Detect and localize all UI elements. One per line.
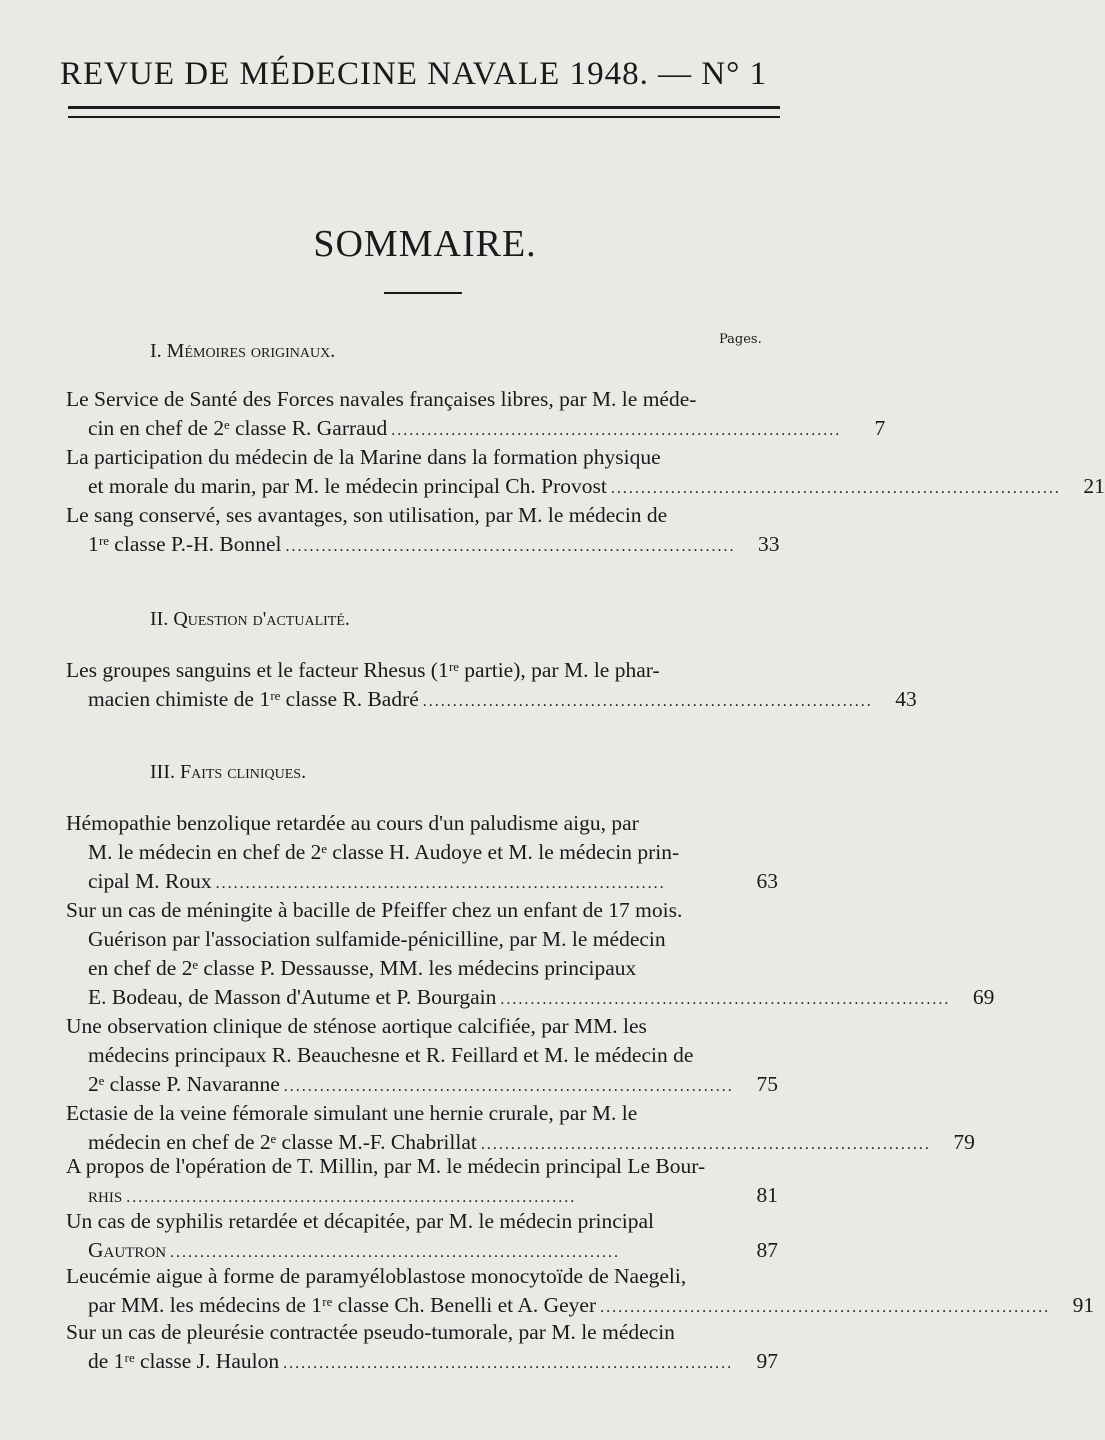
leader-dots: ........................................................................... [283,1078,734,1095]
entry-line: Leucémie aigue à forme de paramyéloblastose monocytoïde de Naegeli, [66,1264,687,1288]
entry-last-line [66,1347,778,1376]
entry-line: Ectasie de la veine fémorale simulant une hernie crurale, par M. le [66,1101,638,1125]
toc-entry [66,656,917,714]
entry-last-line [66,1181,778,1210]
section-heading-2: II. Question d'actualité. [150,608,350,630]
entry-last-text: par MM. les médecins de 1ʳᵉ classe Ch. Benelli et A. Geyer [88,1293,597,1317]
entry-last-line [66,983,995,1012]
header-rule-top [68,106,780,109]
leader-dots: ........................................................................... [480,1136,931,1153]
entry-last-line [66,685,917,714]
entry-last-text: E. Bodeau, de Masson d'Autume et P. Bourgain [88,985,497,1009]
entry-line: en chef de 2ᵉ classe P. Dessausse, MM. les médecins principaux [88,956,637,980]
entry-last-line [66,867,778,896]
toc-entry [66,1207,778,1265]
entry-last-text: et morale du marin, par M. le médecin principal Ch. Provost [88,474,607,498]
toc-entry [66,1099,975,1157]
section-heading-3: III. Faits cliniques. [150,761,307,783]
entry-last-text: rhis [88,1183,123,1207]
toc-entry [66,809,778,896]
page-number: 43 [895,687,917,711]
entry-last-line [66,1291,1095,1320]
page-number: 97 [756,1349,778,1373]
toc-entry [66,385,886,443]
leader-dots: ........................................................................... [422,693,873,710]
entry-line: Le sang conservé, ses avantages, son utilisation, par M. le médecin de [66,503,668,527]
leader-dots: ........................................................................... [285,538,736,555]
page-number: 33 [758,532,780,556]
leader-dots: ........................................................................... [215,875,666,892]
leader-dots: ........................................................................... [126,1189,577,1206]
leader-dots: ........................................................................... [283,1355,734,1372]
leader-dots: ........................................................................... [600,1299,1051,1316]
entry-last-line [66,472,1105,501]
entry-last-text: 2ᵉ classe P. Navaranne [88,1072,280,1096]
leader-dots: ........................................................................... [610,480,1061,497]
running-head: REVUE DE MÉDECINE NAVALE 1948. — N° 1 [60,56,768,92]
toc-entry [66,501,778,559]
leader-dots: ........................................................................... [500,991,951,1008]
toc-entry [66,1012,778,1099]
entry-last-text: médecin en chef de 2ᵉ classe M.-F. Chabrillat [88,1130,477,1154]
toc-entry [66,896,995,1012]
entry-last-line [66,414,886,443]
entry-last-line [66,1070,778,1099]
page-number: 91 [1072,1293,1095,1317]
entry-last-text: 1ʳᵉ classe P.-H. Bonnel [88,532,282,556]
header-rule-bottom [68,116,780,118]
page-number: 81 [756,1183,778,1207]
page-number: 75 [756,1072,778,1096]
entry-line: La participation du médecin de la Marine dans la formation physique [66,445,661,469]
page-number: 7 [874,416,886,440]
entry-last-text: cin en chef de 2ᵉ classe R. Garraud [88,416,388,440]
page-number: 87 [756,1238,778,1262]
entry-line: A propos de l'opération de T. Millin, par M. le médecin principal Le Bour- [66,1154,706,1178]
title-rule [384,292,462,294]
entry-last-text: macien chimiste de 1ʳᵉ classe R. Badré [88,687,419,711]
entry-last-line [66,1236,778,1265]
entry-last-text: Gautron [88,1238,167,1262]
entry-last-text: cipal M. Roux [88,869,212,893]
toc-entry [66,1262,1095,1320]
page-number: 69 [972,985,995,1009]
page-number: 79 [953,1130,975,1154]
entry-last-line [66,530,778,559]
leader-dots: ........................................................................... [391,422,842,439]
page-title: SOMMAIRE. [313,223,537,265]
entry-line: Sur un cas de pleurésie contractée pseudo-tumorale, par M. le médecin [66,1320,675,1344]
entry-line: Hémopathie benzolique retardée au cours d'un paludisme aigu, par [66,811,639,835]
entry-line: Sur un cas de méningite à bacille de Pfeiffer chez un enfant de 17 mois. [66,898,683,922]
entry-last-text: de 1ʳᵉ classe J. Haulon [88,1349,280,1373]
toc-entry [66,1318,778,1376]
toc-entry [66,443,1105,501]
toc-entry [66,1152,778,1210]
entry-line: Le Service de Santé des Forces navales françaises libres, par M. le méde- [66,387,697,411]
entry-line: M. le médecin en chef de 2ᵉ classe H. Audoye et M. le médecin prin- [88,840,680,864]
entry-line: Une observation clinique de sténose aortique calcifiée, par MM. les [66,1014,647,1038]
pages-label: Pages. [719,332,762,347]
entry-line: Guérison par l'association sulfamide-pénicilline, par M. le médecin [88,927,666,951]
page-number: 21 [1083,474,1105,498]
entry-line: Les groupes sanguins et le facteur Rhesus (1ʳᵉ partie), par M. le phar- [66,658,660,682]
page-number: 63 [756,869,778,893]
entry-line: Un cas de syphilis retardée et décapitée, par M. le médecin principal [66,1209,655,1233]
leader-dots: ........................................................................... [170,1244,621,1261]
section-heading-1: I. Mémoires originaux. [150,340,336,362]
entry-line: médecins principaux R. Beauchesne et R. Feillard et M. le médecin de [88,1043,694,1067]
